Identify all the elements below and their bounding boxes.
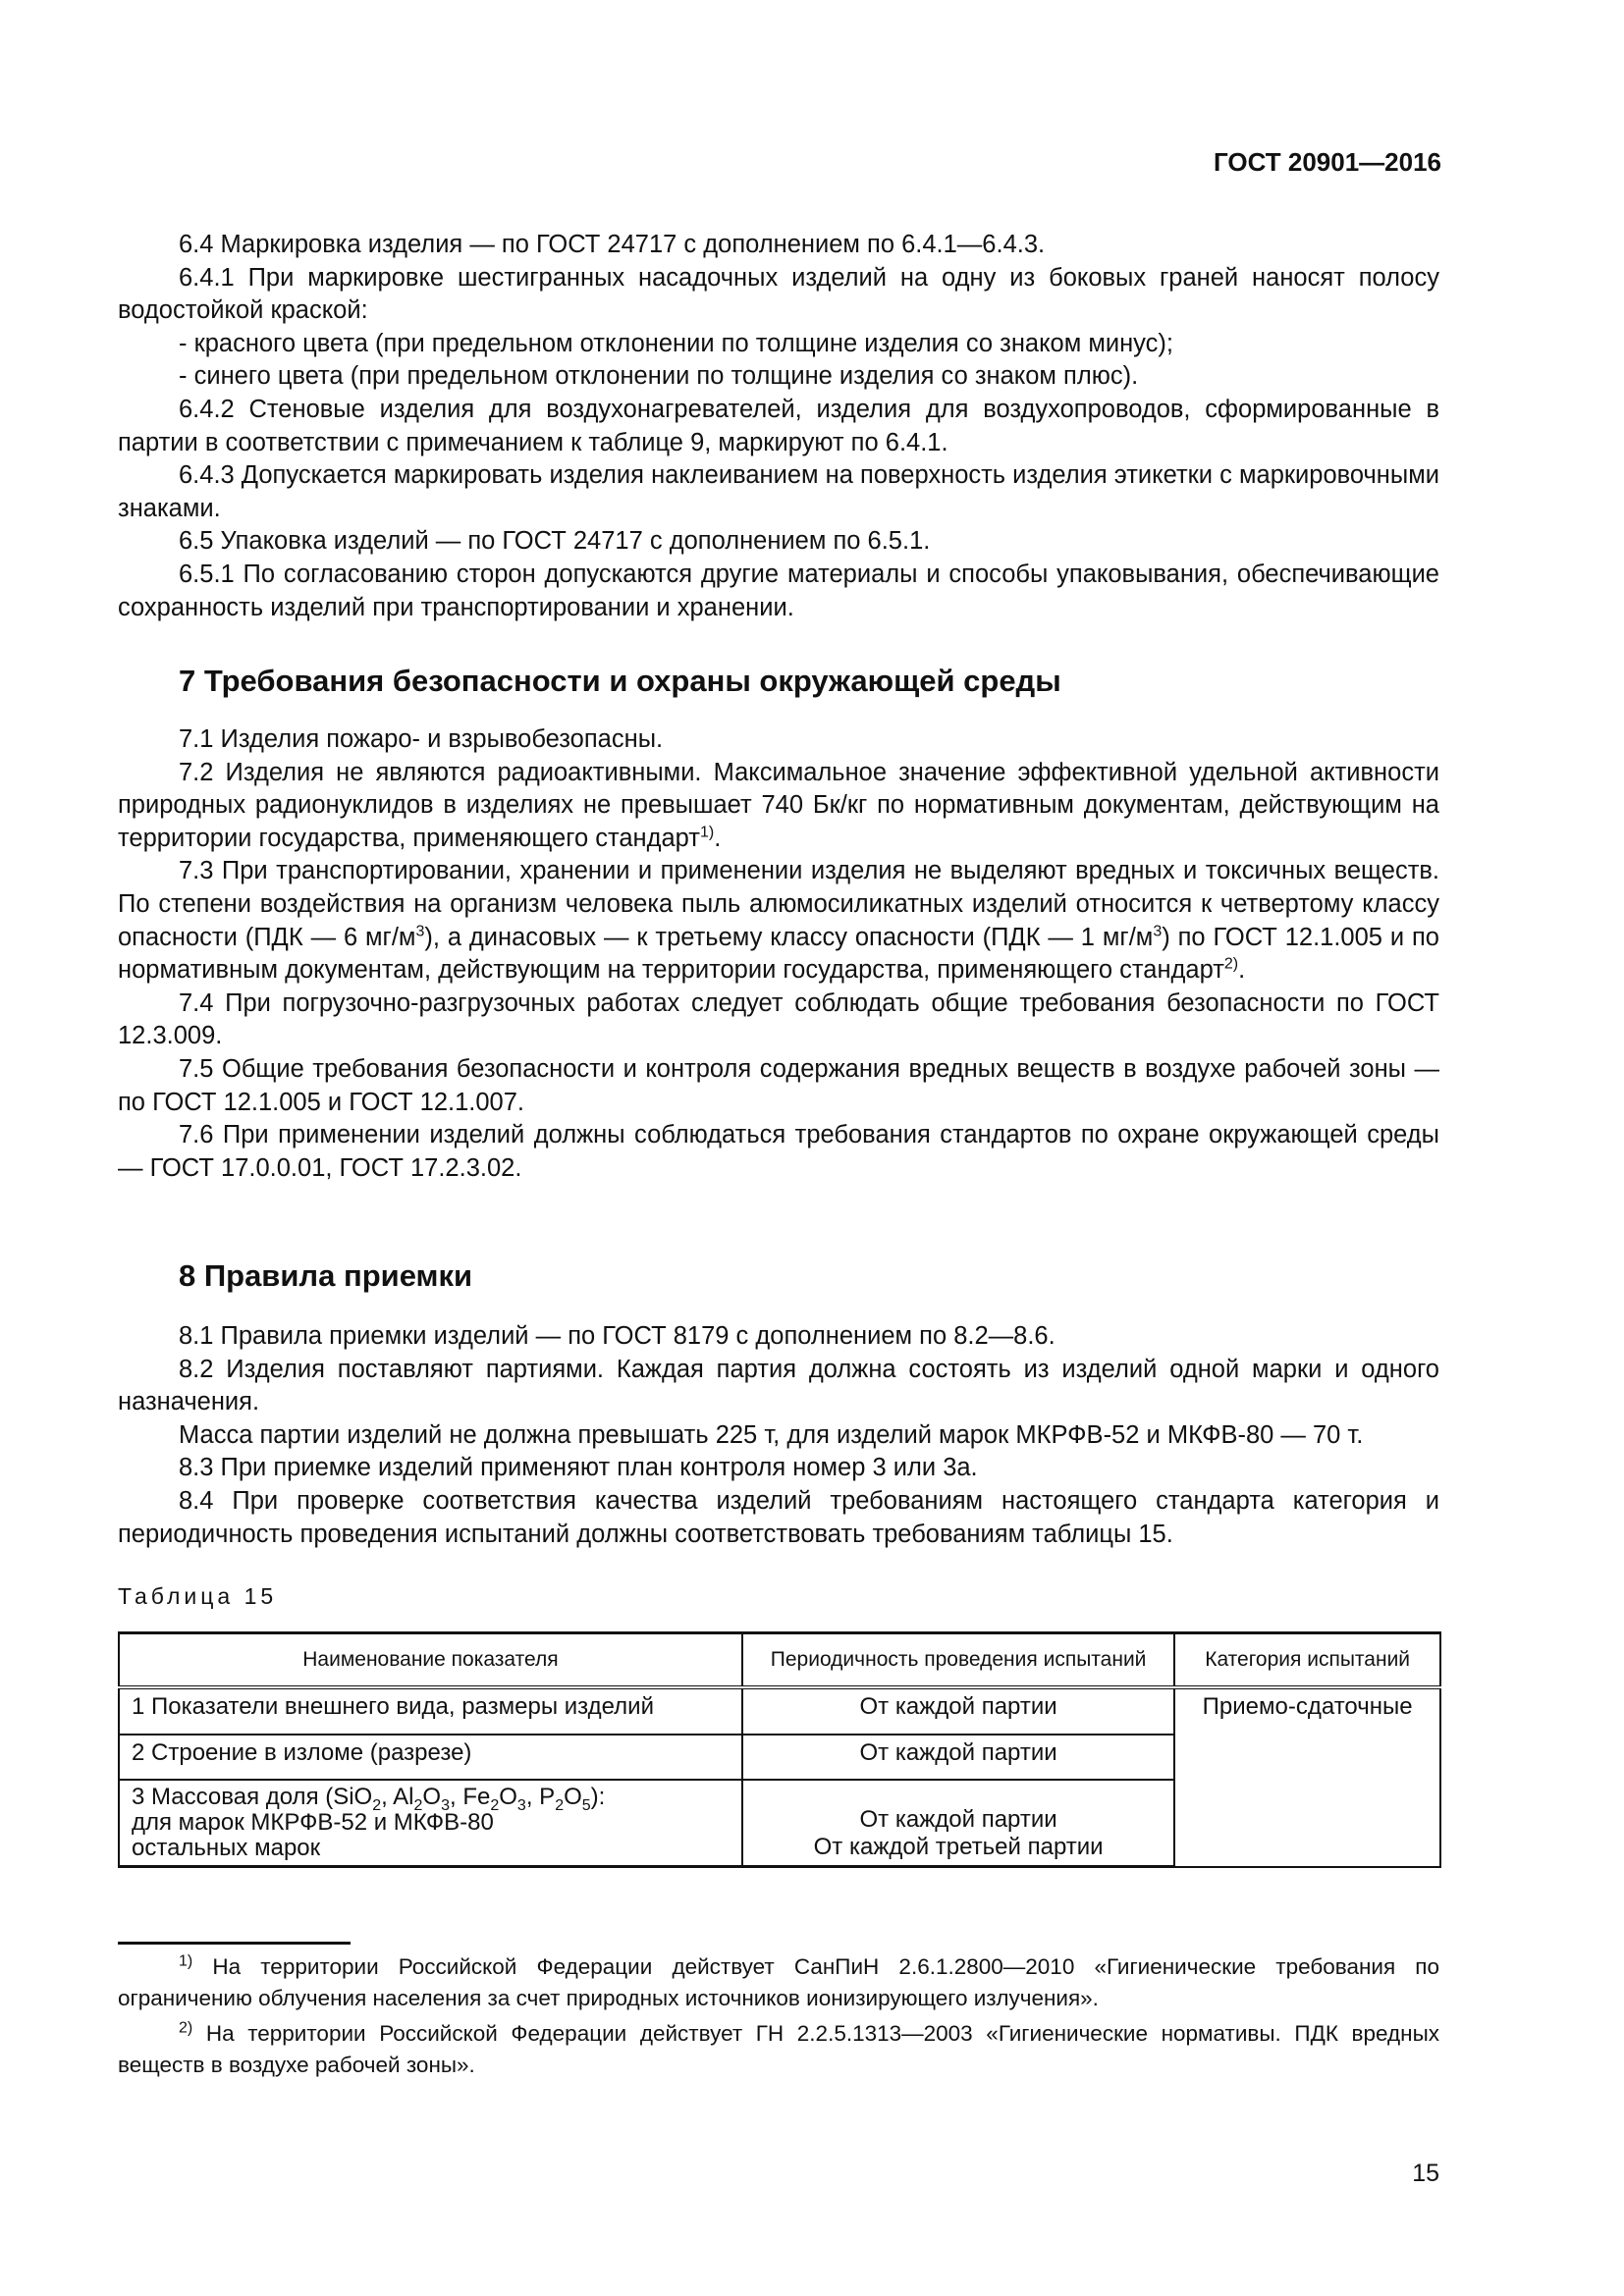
- footnote: [118, 2018, 1439, 2081]
- section-8-heading: 8 Правила приемки: [179, 1258, 473, 1293]
- footnote-text: На территории Российской Федерации действует СанПиН 2.6.1.2800—2010 «Гигиенические требования по ограничению облучения населения за счет природных источников ионизирующего излучения».: [118, 1954, 1439, 2010]
- paragraph: 6.4.2 Стеновые изделия для воздухонагревателей, изделия для воздухопроводов, сформированные в партии в соответствии с примечанием к таблице 9, маркируют по 6.4.1.: [118, 395, 1439, 456]
- paragraph: 8.3 При приемке изделий применяют план контроля номер 3 или 3а.: [179, 1454, 978, 1482]
- column-header: Категория испытаний: [1174, 1633, 1440, 1688]
- text: От каждой партии: [859, 1806, 1057, 1833]
- text: 7.3 При транспортировании, хранении и применении изделия не выделяют вредных и токсичных веществ. По степени воздействия на организм человека пыль алюмосиликатных изделий относится к четвертому классу опасности (ПДК — 6 мг/м: [118, 857, 1439, 951]
- table-caption: Таблица 15: [118, 1583, 278, 1609]
- formula-fe2o3: $Fe_2O_3$: [462, 1784, 526, 1814]
- paragraph: 8.4 При проверке соответствия качества изделий требованиям настоящего стандарта категория и периодичность проведения испытаний должны соответствовать требованиям таблицы 15.: [118, 1486, 1439, 1548]
- paragraph: Масса партии изделий не должна превышать 225 т, для изделий марок МКРФВ-52 и МКФВ-80 — 70 т.: [179, 1420, 1364, 1449]
- paragraph: 6.5 Упаковка изделий — по ГОСТ 24717 с дополнением по 6.5.1.: [179, 527, 931, 556]
- text: остальных марок: [132, 1835, 321, 1861]
- text: .: [1238, 956, 1246, 985]
- document-header: ГОСТ 20901—2016: [1214, 147, 1441, 177]
- footnote-mark: 2): [179, 2019, 193, 2037]
- text: ) по ГОСТ 12.1.005 и по нормативным документам, действующим на территории государства, применяющего стандарт: [118, 923, 1439, 985]
- paragraph: - синего цвета (при предельном отклонении по толщине изделия со знаком плюс).: [179, 362, 1139, 391]
- paragraph: 7.5 Общие требования безопасности и контроля содержания вредных веществ в воздухе рабочей зоны — по ГОСТ 12.1.005 и ГОСТ 12.1.007.: [118, 1054, 1439, 1116]
- formula-sio2: SiO$_2$: [333, 1784, 382, 1814]
- text: для марок МКРФВ-52 и МКФВ-80: [132, 1809, 494, 1836]
- table-row: [119, 1687, 1440, 1735]
- paragraph: 7.1 Изделия пожаро- и взрывобезопасны.: [179, 725, 664, 753]
- section-7: [118, 723, 1439, 1185]
- paragraph: 6.4 Маркировка изделия — по ГОСТ 24717 с дополнением по 6.4.1—6.4.3.: [179, 231, 1046, 258]
- column-header: Наименование показателя: [119, 1633, 742, 1688]
- column-header: Периодичность проведения испытаний: [742, 1633, 1174, 1688]
- section-8: [118, 1320, 1439, 1551]
- paragraph: [118, 855, 1439, 987]
- text: .: [714, 824, 722, 852]
- text: ), а динасовых — к третьему классу опасности (ПДК — 1 мг/м: [424, 923, 1154, 951]
- section-6: [118, 229, 1439, 624]
- formula-al2o3: $Al_2O_3$: [393, 1784, 450, 1814]
- paragraph: - красного цвета (при предельном отклонении по толщине изделия со знаком минус);: [179, 329, 1173, 357]
- superscript: 3: [1153, 923, 1163, 940]
- footnote-ref: 1): [700, 824, 715, 841]
- text: 3 Массовая доля (: [132, 1784, 334, 1810]
- paragraph: 7.6 При применении изделий должны соблюдаться требования стандартов по охране окружающей среды — ГОСТ 17.0.0.01, ГОСТ 17.2.3.02.: [118, 1121, 1439, 1182]
- table-cell: От каждой партии: [742, 1687, 1174, 1735]
- paragraph: 6.4.1 При маркировке шестигранных насадочных изделий на одну из боковых граней наносят полосу водостойкой краской:: [118, 263, 1439, 325]
- footnote-mark: 1): [179, 1952, 193, 1970]
- footnote-text: На территории Российской Федерации действует ГН 2.2.5.1313—2003 «Гигиенические нормативы. ПДК вредных веществ в воздухе рабочей зоны».: [118, 2021, 1439, 2077]
- formula-p2o5: $P_2O_5$: [539, 1784, 591, 1814]
- table-cell: От каждой партии: [742, 1735, 1174, 1780]
- footnotes: [118, 1951, 1439, 2085]
- paragraph: 6.4.3 Допускается маркировать изделия наклеиванием на поверхность изделия этикетки с маркировочными знаками.: [118, 461, 1439, 522]
- paragraph: 8.1 Правила приемки изделий — по ГОСТ 8179 с дополнением по 8.2—8.6.: [179, 1322, 1056, 1350]
- paragraph: [118, 757, 1439, 856]
- table-cell: 2 Строение в изломе (разрезе): [119, 1735, 742, 1780]
- paragraph: 6.5.1 По согласованию сторон допускаются другие материалы и способы упаковывания, обеспечивающие сохранность изделий при транспортировании и хранении.: [118, 560, 1439, 621]
- table-cell: 3 Массовая доля (SiO$_2$, $Al_2O_3$, $Fe_2O_3$, $P_2O_5$): для марок МКРФВ-52 и МКФВ-80 остальных марок: [119, 1780, 742, 1867]
- table-cell-category: Приемо-сдаточные: [1174, 1687, 1440, 1867]
- paragraph: 7.4 При погрузочно-разгрузочных работах следует соблюдать общие требования безопасности по ГОСТ 12.3.009.: [118, 988, 1439, 1050]
- table-cell: 1 Показатели внешнего вида, размеры изделий: [119, 1687, 742, 1735]
- section-7-heading: 7 Требования безопасности и охраны окружающей среды: [179, 664, 1061, 698]
- table-cell: [742, 1780, 1174, 1867]
- footnote-separator: [118, 1942, 351, 1945]
- table-header-row: [119, 1633, 1440, 1688]
- text: От каждой третьей партии: [813, 1834, 1104, 1860]
- footnote-ref: 2): [1223, 955, 1239, 973]
- superscript: 3: [415, 923, 425, 940]
- paragraph: 8.2 Изделия поставляют партиями. Каждая партия должна состоять из изделий одной марки и одного назначения.: [118, 1355, 1439, 1416]
- page-number: 15: [1412, 2160, 1439, 2187]
- text: 7.2 Изделия не являются радиоактивными. Максимальное значение эффективной удельной активности природных радионуклидов в изделиях не превышает 740 Бк/кг по нормативным документам, действующим на территории государства, применяющего стандарт: [118, 758, 1439, 852]
- table-15: [118, 1631, 1441, 1868]
- footnote: [118, 1951, 1439, 2014]
